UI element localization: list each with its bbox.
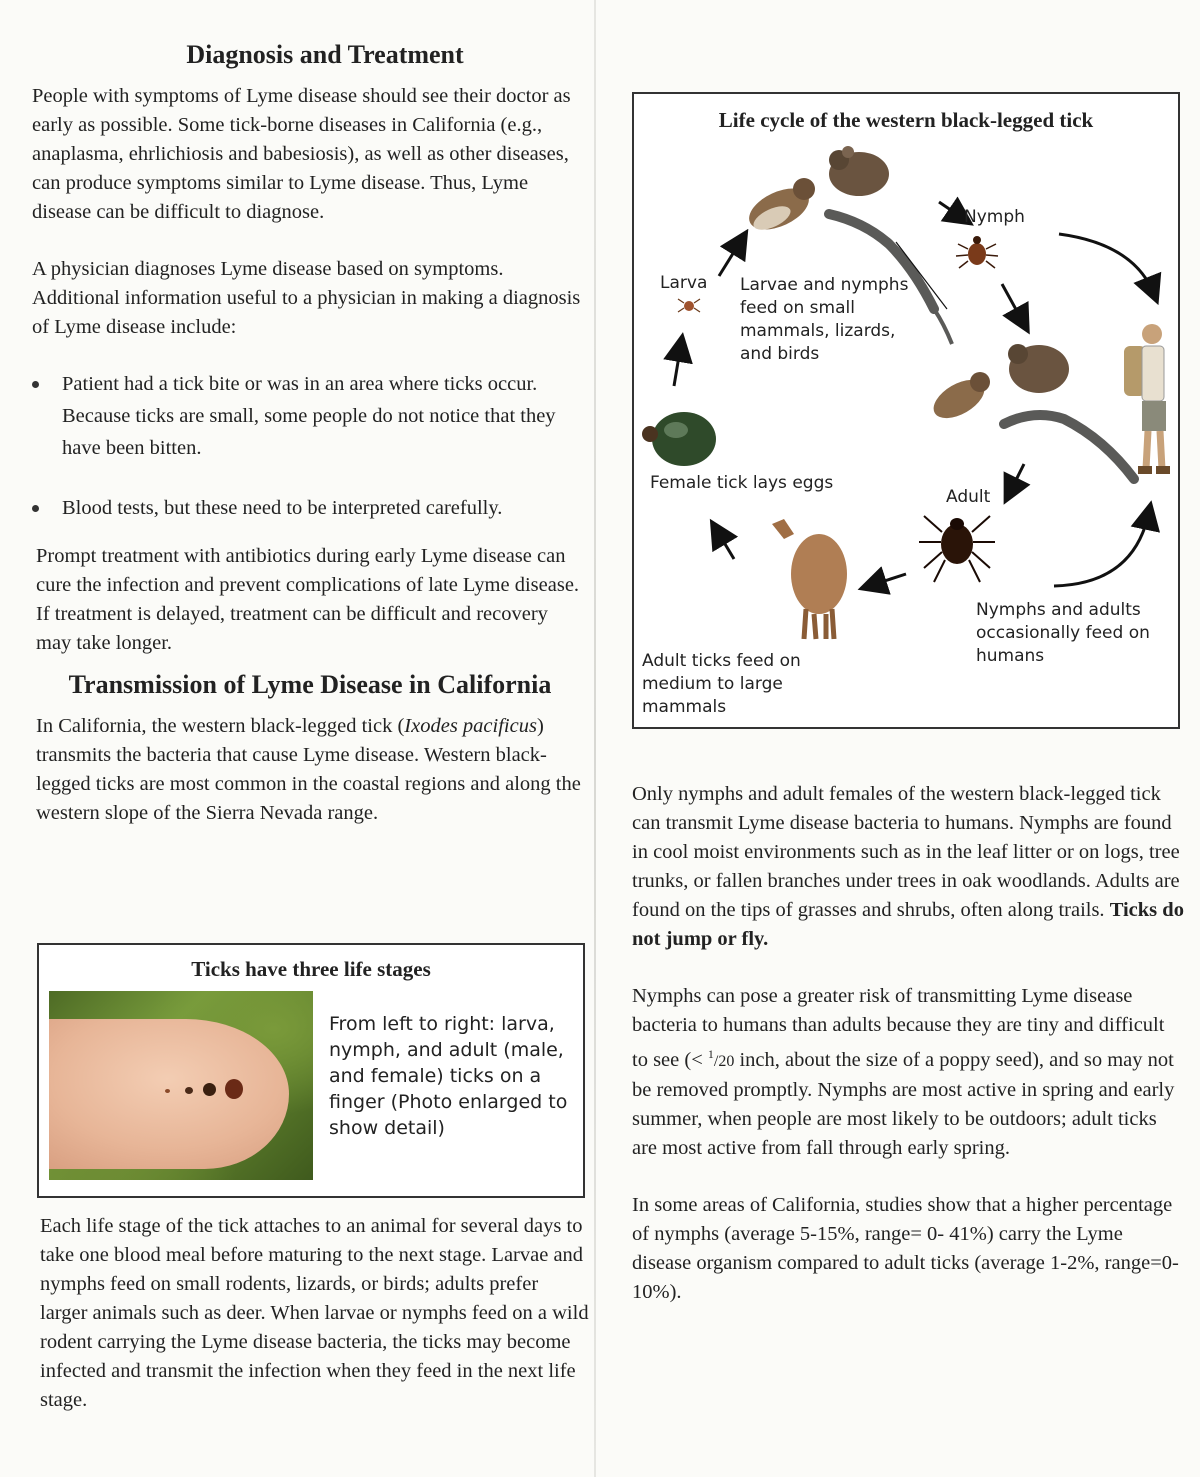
life-cycle-diagram: [632, 92, 1180, 729]
diagnosis-paragraph-2: A physician diagnoses Lyme disease based on symptoms. Additional information useful to a physician in making a diagnosis of Lyme disease include:: [32, 258, 581, 338]
right-paragraph-2: Nymphs can pose a greater risk of transmitting Lyme disease bacteria to humans than adults because they are tiny and difficult to see (< $^1$/20 inch, about the size of a poppy seed), and so may not be removed promptly. Nymphs are most active in spring and early summer, when people are most likely to be outdoors; adult ticks are most active from fall through early spring.: [632, 985, 1175, 1159]
label-female-lays-eggs: Female tick lays eggs: [650, 473, 834, 493]
right-column-text: [632, 780, 1184, 1307]
label-nymph: Nymph: [964, 207, 1025, 227]
life-stage-paragraph: Each life stage of the tick attaches to an animal for several days to take one blood meal before maturing to the next stage. Larvae and nymphs feed on small rodents, lizards, or birds; adults prefer larger animals such as deer. When larvae or nymphs feed on a wild rodent carrying the Lyme disease bacteria, the ticks may become infected and transmit the infection when they feed in the next life stage.: [40, 1215, 589, 1411]
arrow-adult-to-deer: [869, 574, 906, 586]
larva-tick-icon: [678, 299, 700, 312]
arrow-deer-to-eggs: [716, 529, 734, 559]
finger-shape: [49, 1019, 289, 1169]
ticks-box-title: Ticks have three life stages: [191, 957, 431, 981]
ticks-on-finger-photo: [49, 991, 313, 1180]
nymph-tick-icon: [956, 236, 998, 268]
hiker-icon: [1124, 324, 1170, 474]
bullet-item: Patient had a tick bite or was in an area where ticks occur. Because ticks are small, some people do not notice that they have been bitten.: [32, 368, 588, 464]
transmission-paragraph: In California, the western black-legged tick (Ixodes pacificus) transmits the bacteria that cause Lyme disease. Western black-legged ticks are most common in the coastal regions and along the western slope of the Sierra Nevada range.: [36, 715, 581, 824]
label-adult: Adult: [946, 487, 991, 507]
ticks-life-stages-box: [37, 943, 585, 1198]
label-larva: Larva: [660, 273, 708, 293]
diagram-title: Life cycle of the western black-legged tick: [718, 108, 1094, 132]
adult-male-tick-icon: [203, 1083, 216, 1096]
mouse-icon-2: [1008, 344, 1069, 393]
adult-female-tick-icon: [225, 1079, 243, 1099]
right-paragraph-1: Only nymphs and adult females of the western black-legged tick can transmit Lyme disease bacteria to humans. Nymphs are found in cool moist environments such as in the leaf litter or on logs, tree trunks, or fallen branches under trees in oak woodlands. Adults are found on the tips of grasses and shrubs, often along trails. Ticks do not jump or fly.: [632, 783, 1184, 950]
right-paragraph-3: In some areas of California, studies show that a higher percentage of nymphs (average 5-15%, range= 0- 41%) carry the Lyme disease organism compared to adult ticks (average 1-2%, range=0-10%).: [632, 1193, 1179, 1303]
page-fold: [594, 0, 596, 1477]
label-larvae-nymphs-feed: Larvae and nymphs feed on small mammals, lizards, and birds: [740, 275, 909, 364]
deer-icon: [772, 519, 847, 639]
adult-tick-icon: [919, 516, 995, 582]
larva-tick-icon: [165, 1089, 170, 1093]
arrow-adult-to-human: [1054, 512, 1149, 586]
arrow-nymph-to-human: [1059, 234, 1154, 294]
mouse-icon: [829, 146, 889, 196]
diagnosis-heading: Diagnosis and Treatment: [186, 40, 464, 69]
diagnosis-paragraph-3: Prompt treatment with antibiotics during early Lyme disease can cure the infection and prevent complications of late Lyme disease. If treatment is delayed, treatment can be difficult and recovery may take longer.: [36, 545, 580, 654]
diagnosis-paragraph-1: People with symptoms of Lyme disease should see their doctor as early as possible. Some tick-borne diseases in California (e.g., anaplasma, ehrlichiosis and babesiosis), as well as other diseases, can produce symptoms similar to Lyme disease. Thus, Lyme disease can be difficult to diagnose.: [32, 85, 571, 223]
arrow-eggs-to-larva: [674, 344, 681, 386]
arrow-larva-to-host: [719, 239, 742, 276]
label-nymphs-adults-humans: Nymphs and adults occasionally feed on humans: [976, 600, 1150, 666]
label-adult-ticks-feed: Adult ticks feed on medium to large mammals: [642, 651, 801, 717]
diagnosis-bullet-list: [32, 368, 588, 524]
ticks-photo-caption: From left to right: larva, nymph, and adult (male, and female) ticks on a finger (Photo enlarged to show detail): [329, 1013, 568, 1139]
arrow-host-to-nymph: [939, 202, 964, 219]
left-column: [32, 40, 588, 828]
bullet-icon: [32, 505, 39, 512]
transmission-heading: Transmission of Lyme Disease in California: [68, 670, 552, 699]
nymph-tick-icon: [185, 1087, 193, 1094]
bullet-icon: [32, 381, 39, 388]
egg-mass-icon: [642, 412, 716, 466]
sparrow-icon-2: [927, 372, 990, 426]
arrow-host-to-adult: [1009, 464, 1024, 494]
bullet-item: Blood tests, but these need to be interpreted carefully.: [32, 492, 588, 524]
sparrow-icon: [743, 178, 815, 238]
arrow-nymph-to-host: [1002, 284, 1024, 324]
lizard-icon-2: [1004, 415, 1134, 479]
